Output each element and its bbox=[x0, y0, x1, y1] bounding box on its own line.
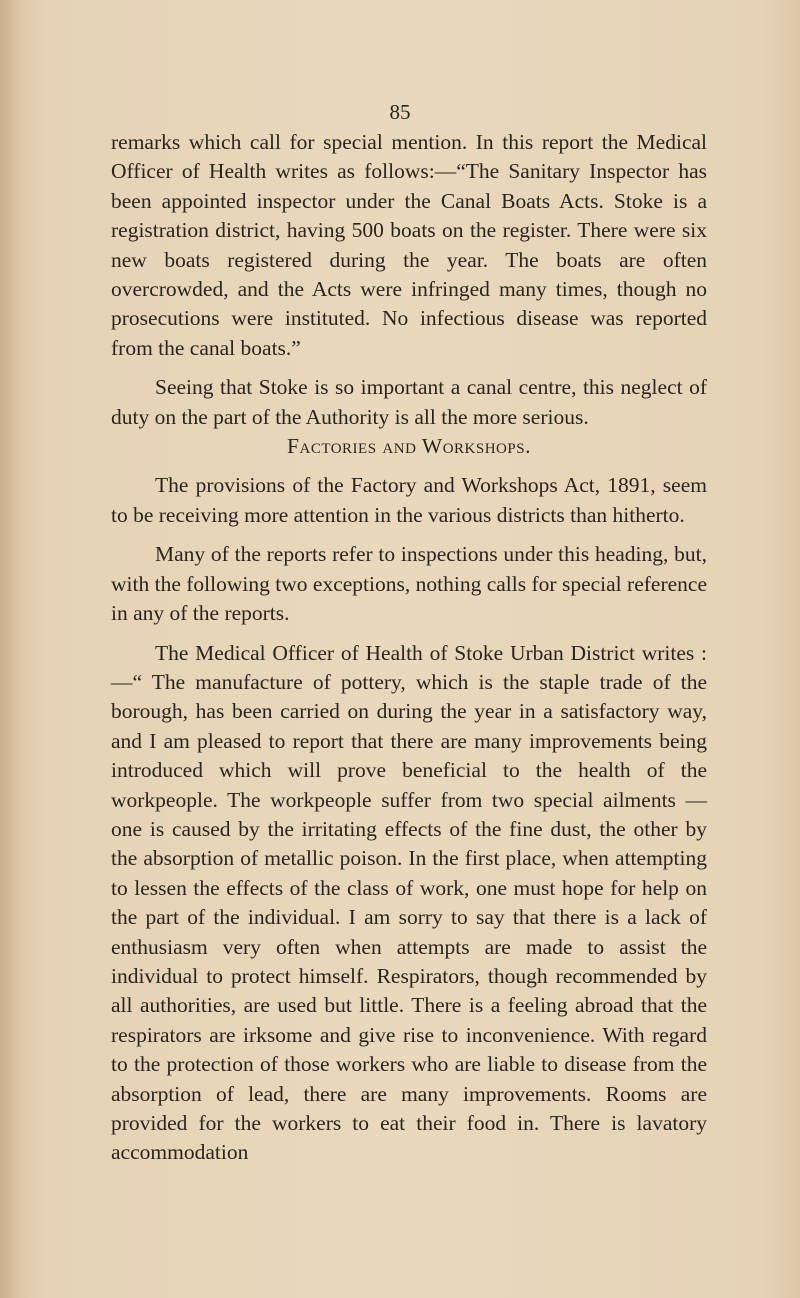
paragraph-factory-act: The provisions of the Factory and Workshops Act, 1891, seem to be receiving more attention in the various districts than hitherto. bbox=[111, 473, 707, 527]
section-heading-factories-workshops: Factories and Workshops. bbox=[287, 434, 531, 459]
paragraph-neglect-of-duty: Seeing that Stoke is so important a canal centre, this neglect of duty on the part of the Authority is all the more serious. bbox=[111, 375, 707, 429]
body-text bbox=[111, 128, 707, 1168]
paragraph-canal-boats: remarks which call for special mention. In this report the Medical Officer of Health writes as follows:—“The Sanitary Inspector has been appointed inspector under the Canal Boats Acts. Stoke is a registration district, having 500 boats on the register. There were six new boats registered during the year. The boats are often overcrowded, and the Acts were infringed many times, though no prosecutions were instituted. No infectious disease was reported from the canal boats.” bbox=[111, 130, 707, 360]
page-number: 85 bbox=[389, 100, 411, 124]
paragraph-inspections: Many of the reports refer to inspections under this heading, but, with the following two exceptions, nothing calls for special reference in any of the reports. bbox=[111, 542, 707, 626]
paragraph-pottery-report: The Medical Officer of Health of Stoke Urban District writes :—“ The manufacture of pottery, which is the staple trade of the borough, has been carried on during the year in a satisfactory way, and I am pleased to report that there are many improvements being introduced which will prove beneficial to the health of the workpeople. The workpeople suffer from two special ailments — one is caused by the irritating effects of the fine dust, the other by the absorption of metallic poison. In the first place, when attempting to lessen the effects of the class of work, one must hope for help on the part of the individual. I am sorry to say that there is a lack of enthusiasm very often when attempts are made to assist the individual to protect himself. Respirators, though recommended by all authorities, are used but little. There is a feeling abroad that the respirators are irksome and give rise to inconvenience. With regard to the protection of those workers who are liable to disease from the absorption of lead, there are many improvements. Rooms are provided for the workers to eat their food in. There is lavatory accommodation bbox=[111, 640, 707, 1165]
